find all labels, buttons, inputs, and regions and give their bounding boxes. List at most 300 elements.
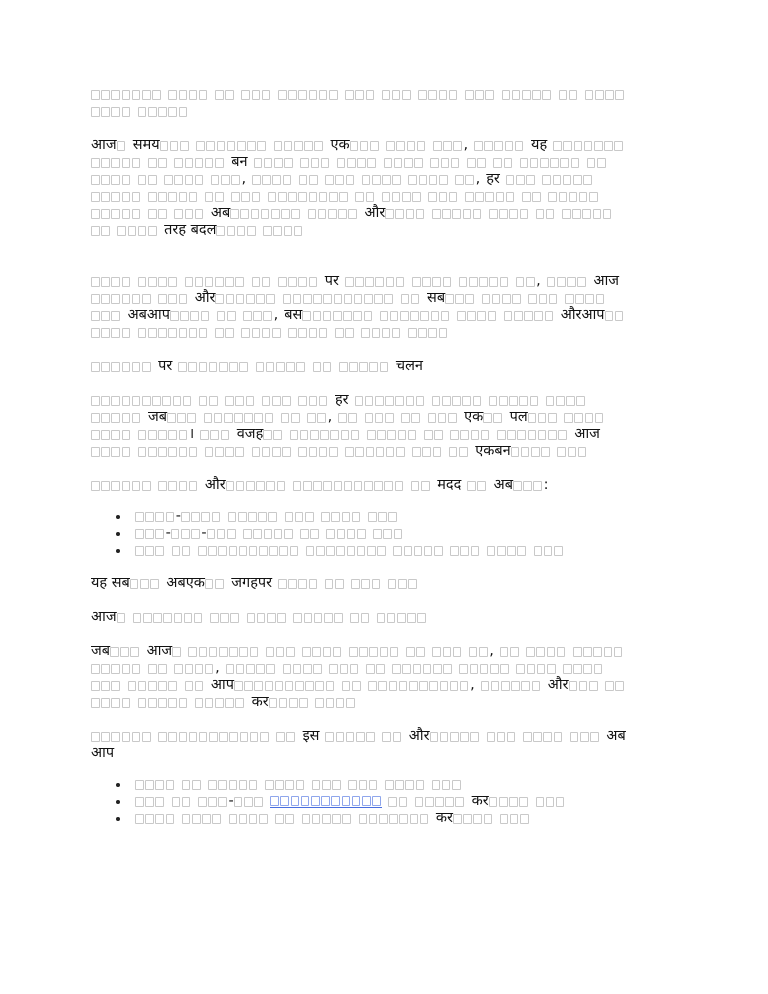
glyph-box [132,158,141,168]
glyph-box [395,396,404,406]
glyph-box [167,413,176,423]
glyph-box [91,430,100,440]
glyph-box [604,647,613,657]
glyph-box [220,613,229,623]
glyph-box [219,732,228,742]
text-line [91,677,691,694]
glyph-box [337,529,346,539]
glyph-box [111,447,120,457]
glyph-box [305,681,314,691]
glyph-box [274,141,283,151]
glyph-box [111,362,120,372]
glyph-box [560,158,569,168]
glyph-box [274,158,283,168]
glyph-box [339,362,348,372]
glyph-box [450,681,459,691]
glyph-box [179,698,188,708]
glyph-box [424,430,433,440]
glyph-box [499,209,508,219]
glyph-box [277,613,286,623]
word: आज [574,426,600,442]
glyph-box [313,311,322,321]
glyph-box [338,209,347,219]
glyph-box [416,780,425,790]
glyph-box [373,529,382,539]
glyph-box [330,430,339,440]
list-item[interactable] [91,793,691,810]
glyph-box [229,814,238,824]
glyph-box [229,362,238,372]
glyph-box [145,529,154,539]
glyph-box [550,158,559,168]
word: , [463,137,469,153]
glyph-box [467,311,476,321]
glyph-box [143,613,152,623]
glyph-box [138,226,147,236]
glyph-box [318,209,327,219]
glyph-box [509,396,518,406]
glyph-box [209,396,218,406]
glyph-box [471,430,480,440]
glyph-box [300,158,309,168]
glyph-box [174,613,183,623]
glyph-box [459,664,468,674]
glyph-box [230,613,239,623]
glyph-box [315,681,324,691]
glyph-box [539,294,548,304]
glyph-box [329,192,338,202]
glyph-box [290,546,299,556]
word: । [188,426,195,442]
glyph-box [174,209,183,219]
glyph-box [216,226,225,236]
glyph-box [314,613,323,623]
glyph-box [313,481,322,491]
glyph-box [465,294,474,304]
glyph-box [204,413,213,423]
glyph-box [362,175,371,185]
glyph-box [240,732,249,742]
glyph-box [382,192,391,202]
glyph-box [168,681,177,691]
glyph-box [354,294,363,304]
glyph-box [385,780,394,790]
glyph-box [290,430,299,440]
glyph-box [585,294,594,304]
glyph-box [500,664,509,674]
link[interactable] [270,796,382,808]
word: - [201,525,207,541]
glyph-box [489,277,498,287]
glyph-box [325,579,334,589]
glyph-box [379,814,388,824]
glyph-box [208,797,217,807]
glyph-box [366,732,375,742]
glyph-box [537,664,546,674]
glyph-box [366,90,375,100]
glyph-box [190,311,199,321]
glyph-box [148,447,157,457]
glyph-box [241,192,250,202]
glyph-box [179,481,188,491]
glyph-box [388,579,397,589]
glyph-box [312,780,321,790]
glyph-box [548,430,557,440]
word: सब [427,290,446,306]
glyph-box [132,362,141,372]
glyph-box [122,698,131,708]
glyph-box [281,413,290,423]
glyph-box [384,481,393,491]
glyph-box [188,362,197,372]
glyph-box [234,413,243,423]
glyph-box [230,209,239,219]
glyph-box [355,192,364,202]
glyph-box [293,613,302,623]
glyph-box [417,613,426,623]
glyph-box [243,529,252,539]
word: एक [464,409,484,425]
text-line [91,86,691,103]
glyph-box [91,681,100,691]
glyph-box [195,681,204,691]
glyph-box [310,529,319,539]
glyph-box [168,447,177,457]
glyph-box [300,430,309,440]
glyph-box [397,613,406,623]
glyph-box [101,681,110,691]
glyph-box [150,579,159,589]
glyph-box [298,192,307,202]
glyph-box [313,664,322,674]
word: पर [324,273,339,289]
glyph-box [563,141,572,151]
glyph-box [404,546,413,556]
glyph-box [243,311,252,321]
text-line [91,728,691,745]
glyph-box [208,546,217,556]
glyph-box [158,681,167,691]
word: बस [284,307,303,323]
glyph-box [285,814,294,824]
glyph-box [179,90,188,100]
glyph-box [340,664,349,674]
glyph-box [578,447,587,457]
glyph-box [101,277,110,287]
glyph-box [528,430,537,440]
glyph-box [396,141,405,151]
glyph-box [148,209,157,219]
glyph-box [294,141,303,151]
glyph-box [235,396,244,406]
glyph-box [152,396,161,406]
glyph-box [605,681,614,691]
glyph-box [522,90,531,100]
glyph-box [279,546,288,556]
glyph-box [101,192,110,202]
glyph-box [174,175,183,185]
glyph-box [282,396,291,406]
glyph-box [148,226,157,236]
glyph-box [138,681,147,691]
word: इस [302,728,320,744]
glyph-box [350,141,359,151]
glyph-box [460,681,469,691]
glyph-box [585,413,594,423]
glyph-box [240,209,249,219]
glyph-box [441,311,450,321]
glyph-box [411,481,420,491]
glyph-box [291,209,300,219]
glyph-box [480,664,489,674]
glyph-box [390,311,399,321]
glyph-box [260,732,269,742]
glyph-box [484,814,493,824]
glyph-box [122,413,131,423]
glyph-box [566,396,575,406]
glyph-box [303,481,312,491]
glyph-box [304,141,313,151]
glyph-box [557,277,566,287]
glyph-box [101,90,110,100]
glyph-box [282,447,291,457]
glyph-box [205,664,214,674]
glyph-box [359,814,368,824]
glyph-box [382,328,391,338]
text-line [91,307,691,324]
glyph-box [402,192,411,202]
glyph-box [221,430,230,440]
glyph-box [277,481,286,491]
glyph-box [189,447,198,457]
glyph-box [335,175,344,185]
glyph-box [187,413,196,423]
glyph-box [219,362,228,372]
glyph-box [122,175,131,185]
glyph-box [195,698,204,708]
glyph-box [215,328,224,338]
glyph-box [573,664,582,674]
glyph-box [558,430,567,440]
glyph-box [288,579,297,589]
glyph-box [285,681,294,691]
glyph-box [231,175,240,185]
word: तरह बदल [164,222,217,238]
glyph-box [253,529,262,539]
glyph-box [265,780,274,790]
glyph-box [368,512,377,522]
glyph-box [192,780,201,790]
glyph-box [401,294,410,304]
glyph-box [142,90,151,100]
glyph-box [419,681,428,691]
word: , [327,409,333,425]
glyph-box [399,797,408,807]
glyph-box [331,512,340,522]
glyph-box [195,277,204,287]
glyph-box [135,797,144,807]
glyph-box [614,647,623,657]
glyph-box [479,647,488,657]
glyph-box [563,175,572,185]
glyph-box [546,396,555,406]
glyph-box [347,546,356,556]
glyph-box [374,294,383,304]
list-item [91,525,691,542]
glyph-box [443,647,452,657]
glyph-box [210,613,219,623]
glyph-box [374,481,383,491]
glyph-box [528,294,537,304]
glyph-box [214,413,223,423]
glyph-box [281,209,290,219]
glyph-box [284,141,293,151]
glyph-box [265,681,274,691]
glyph-box [487,546,496,556]
glyph-box [91,175,100,185]
glyph-box [158,209,167,219]
glyph-box [205,579,214,589]
glyph-box [440,681,449,691]
glyph-box [198,546,207,556]
glyph-box [164,175,173,185]
glyph-box [453,141,462,151]
glyph-box [459,277,468,287]
glyph-box [481,681,490,691]
glyph-box [565,294,574,304]
glyph-box [368,681,377,691]
glyph-box [548,413,557,423]
glyph-box [205,192,214,202]
glyph-box [225,447,234,457]
glyph-box [215,192,224,202]
glyph-box [101,226,110,236]
glyph-box [296,780,305,790]
glyph-box [355,277,364,287]
glyph-box [590,732,599,742]
glyph-box [424,546,433,556]
glyph-box [273,226,282,236]
glyph-box [170,141,179,151]
glyph-box [361,328,370,338]
glyph-box [504,311,513,321]
glyph-box [423,664,432,674]
glyph-box [382,175,391,185]
glyph-box [326,698,335,708]
glyph-box [325,175,334,185]
glyph-box [155,797,164,807]
glyph-box [344,481,353,491]
glyph-box [263,226,272,236]
glyph-box [345,277,354,287]
glyph-box [533,732,542,742]
glyph-box [148,664,157,674]
glyph-box [122,209,131,219]
glyph-box [263,311,272,321]
glyph-box [264,529,273,539]
glyph-box [254,158,263,168]
glyph-box [455,797,464,807]
text-line [91,154,691,171]
glyph-box [117,226,126,236]
glyph-box [269,546,278,556]
glyph-box [152,90,161,100]
text-line [91,222,691,239]
glyph-box [337,158,346,168]
glyph-box [563,664,572,674]
glyph-box [460,430,469,440]
glyph-box [322,780,331,790]
glyph-box [579,681,588,691]
glyph-box [408,328,417,338]
glyph-box [336,732,345,742]
glyph-box [342,512,351,522]
glyph-box [249,546,258,556]
glyph-box [234,797,243,807]
glyph-box [481,430,490,440]
glyph-box [394,158,403,168]
glyph-box [271,209,280,219]
glyph-box [215,294,224,304]
glyph-box [521,447,530,457]
glyph-box [229,647,238,657]
glyph-box [614,141,623,151]
word: चलन [395,358,423,374]
glyph-box [132,413,141,423]
glyph-box [564,413,573,423]
glyph-box [142,294,151,304]
glyph-box [428,328,437,338]
glyph-box [351,430,360,440]
glyph-box [267,613,276,623]
glyph-box [526,277,535,287]
glyph-box [142,396,151,406]
text-line [91,477,691,494]
glyph-box [348,413,357,423]
glyph-box [376,447,385,457]
glyph-box [389,814,398,824]
glyph-box [199,90,208,100]
word: मदद [437,477,462,493]
glyph-box [505,141,514,151]
text-line [91,103,691,120]
glyph-box [366,447,375,457]
glyph-box [250,647,259,657]
glyph-box [511,447,520,457]
glyph-box [365,413,374,423]
glyph-box [485,90,494,100]
glyph-box [262,396,271,406]
glyph-box [530,396,539,406]
glyph-box [288,192,297,202]
glyph-box [432,396,441,406]
glyph-box [440,732,449,742]
glyph-box [236,664,245,674]
glyph-box [212,512,221,522]
glyph-box [101,107,110,117]
glyph-box [120,647,129,657]
glyph-box [111,664,120,674]
glyph-box [573,647,582,657]
glyph-box [418,90,427,100]
glyph-box [278,90,287,100]
glyph-box [383,529,392,539]
glyph-box [490,664,499,674]
glyph-box [507,732,516,742]
glyph-box [132,481,141,491]
glyph-box [326,681,335,691]
glyph-box [538,430,547,440]
